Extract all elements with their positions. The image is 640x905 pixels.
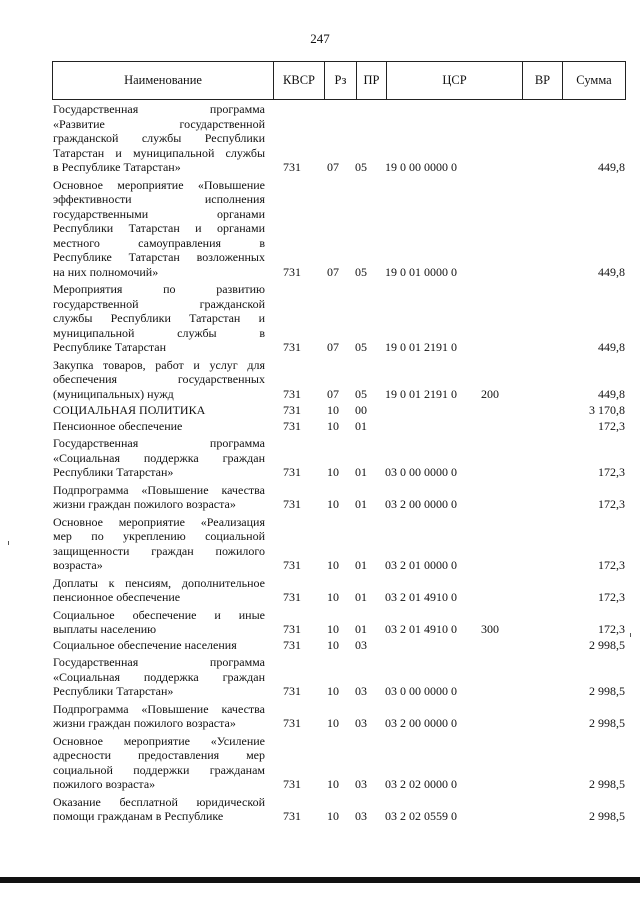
row-kvsr: 731 [283, 418, 301, 433]
row-csr: 03 0 00 0000 0 [385, 684, 457, 698]
row-name-line: Республики Татарстан» [53, 465, 174, 479]
row-name-line: муниципальной службы в [53, 325, 265, 340]
row-rz: 10 [327, 558, 339, 572]
row-kvsr: 731 [283, 264, 301, 279]
row-name-line: Республике Татарстан [53, 340, 167, 354]
row-pr: 01 [355, 622, 367, 636]
row-name-line: жизни граждан пожилого возраста» [53, 497, 236, 511]
row-pr: 03 [355, 684, 367, 698]
header-pr: ПР [356, 62, 386, 99]
row-pr: 03 [355, 716, 367, 730]
row-rz: 10 [327, 497, 339, 511]
row-name [53, 483, 265, 512]
row-name-line: Государственная программа [53, 436, 265, 450]
page-number: 247 [310, 31, 330, 46]
row-name-line: эффективности исполнения [53, 192, 265, 206]
row-name-line: пенсионное обеспечение [53, 590, 181, 604]
row-pr: 00 [355, 403, 367, 417]
row-name-line: «Социальная поддержка граждан [53, 669, 265, 684]
row-kvsr: 731 [283, 403, 301, 417]
row-kvsr: 731 [283, 465, 301, 479]
row-name-line: местного самоуправления в [53, 235, 265, 250]
row-kvsr: 731 [283, 497, 301, 511]
row-sum: 2 998,5 [589, 809, 625, 823]
row-sum: 172,3 [598, 558, 625, 572]
table-row [53, 795, 625, 824]
header-vr: ВР [522, 62, 562, 99]
row-name-line: Республике Татарстан возложенных [53, 250, 265, 264]
row-name-line: (муниципальных) нужд [53, 386, 174, 401]
row-rz: 10 [327, 465, 339, 479]
table-row [53, 102, 625, 175]
row-name-line: «Развитие государственной [53, 116, 265, 131]
table-row [53, 515, 625, 573]
row-vr: 200 [481, 386, 499, 401]
row-rz: 10 [327, 684, 339, 698]
row-name-line: адресности предоставления мер [53, 748, 265, 762]
row-csr: 03 2 01 0000 0 [385, 558, 457, 572]
row-name [53, 702, 265, 731]
table-row [53, 655, 625, 699]
scan-speck [630, 633, 631, 637]
row-sum: 3 170,8 [589, 403, 625, 417]
row-name-line: государственными органами [53, 206, 265, 221]
row-rz: 10 [327, 809, 339, 823]
row-kvsr: 731 [283, 386, 301, 401]
row-pr: 01 [355, 558, 367, 572]
row-csr: 03 2 00 0000 0 [385, 716, 457, 730]
row-name-line: Социальное обеспечение и иные [53, 607, 265, 622]
header-csr: ЦСР [386, 62, 522, 99]
row-name-line: пожилого возраста» [53, 777, 156, 791]
row-rz: 07 [327, 386, 339, 401]
row-kvsr: 731 [283, 684, 301, 698]
row-rz: 07 [327, 264, 339, 279]
row-name-line: государственной гражданской [53, 296, 265, 311]
row-pr: 01 [355, 497, 367, 511]
row-kvsr: 731 [283, 340, 301, 354]
row-rz: 10 [327, 622, 339, 636]
row-kvsr: 731 [283, 160, 301, 174]
row-name-line: Социальное обеспечение населения [53, 637, 237, 652]
row-name-line: Основное мероприятие «Реализация [53, 514, 265, 529]
row-name-line: Основное мероприятие «Усиление [53, 733, 265, 748]
row-sum: 172,3 [598, 590, 625, 604]
row-rz: 07 [327, 340, 339, 354]
row-name [53, 403, 265, 418]
row-kvsr: 731 [283, 809, 301, 823]
row-kvsr: 731 [283, 558, 301, 572]
row-rz: 10 [327, 716, 339, 730]
row-name [53, 655, 265, 699]
row-csr: 03 0 00 0000 0 [385, 465, 457, 479]
row-name-line: Татарстан и муниципальной службы [53, 145, 265, 160]
scan-bottom-bar [0, 877, 640, 883]
row-name-line: обеспечения государственных [53, 372, 265, 386]
row-vr: 300 [481, 622, 499, 636]
row-sum: 449,8 [598, 386, 625, 401]
row-sum: 449,8 [598, 160, 625, 174]
row-name-line: Оказание бесплатной юридической [53, 794, 265, 809]
row-csr: 19 0 01 2191 0 [385, 340, 457, 354]
row-kvsr: 731 [283, 590, 301, 604]
row-pr: 03 [355, 809, 367, 823]
header-rz: Рз [324, 62, 356, 99]
row-name-line: Республики Татарстан» [53, 684, 174, 698]
row-kvsr: 731 [283, 622, 301, 636]
row-name [53, 358, 265, 402]
header-name: Наименование [124, 73, 202, 87]
row-sum: 2 998,5 [589, 684, 625, 698]
row-rz: 10 [327, 637, 339, 652]
row-sum: 2 998,5 [589, 637, 625, 652]
row-pr: 01 [355, 590, 367, 604]
row-sum: 449,8 [598, 264, 625, 279]
row-kvsr: 731 [283, 637, 301, 652]
row-name-line: Подпрограмма «Повышение качества [53, 482, 265, 497]
row-pr: 05 [355, 386, 367, 401]
row-name-line: Основное мероприятие «Повышение [53, 177, 265, 192]
row-csr: 19 0 00 0000 0 [385, 160, 457, 174]
row-pr: 05 [355, 264, 367, 279]
scan-speck [8, 541, 9, 545]
row-name-line: помощи гражданам в Республике [53, 809, 224, 823]
row-rz: 10 [327, 777, 339, 791]
row-name [53, 734, 265, 792]
row-csr: 03 2 01 4910 0 [385, 590, 457, 604]
row-sum: 2 998,5 [589, 777, 625, 791]
row-name [53, 638, 265, 653]
row-rz: 10 [327, 403, 339, 417]
table-row [53, 282, 625, 355]
table-row [53, 638, 625, 653]
row-csr: 03 2 02 0559 0 [385, 809, 457, 823]
row-name [53, 102, 265, 175]
table-row [53, 178, 625, 280]
row-name-line: жизни граждан пожилого возраста» [53, 716, 236, 730]
row-name-line: Пенсионное обеспечение [53, 418, 183, 433]
row-name-line: Подпрограмма «Повышение качества [53, 701, 265, 716]
table-row [53, 483, 625, 512]
row-name-line: выплаты населению [53, 622, 157, 636]
row-name-line: защищенности граждан пожилого [53, 543, 265, 558]
row-rz: 07 [327, 160, 339, 174]
table-row [53, 702, 625, 731]
row-name-line: «Социальная поддержка граждан [53, 450, 265, 465]
row-name-line: гражданской службы Республики [53, 131, 265, 145]
row-sum: 172,3 [598, 465, 625, 479]
row-name [53, 515, 265, 573]
header-kvsr: КВСР [273, 62, 324, 99]
row-csr: 03 2 01 4910 0 [385, 622, 457, 636]
row-name [53, 436, 265, 480]
row-pr: 05 [355, 160, 367, 174]
table-row [53, 436, 625, 480]
row-pr: 05 [355, 340, 367, 354]
row-name [53, 419, 265, 434]
row-sum: 172,3 [598, 418, 625, 433]
row-pr: 03 [355, 777, 367, 791]
row-pr: 03 [355, 637, 367, 652]
row-name-line: СОЦИАЛЬНАЯ ПОЛИТИКА [53, 403, 206, 417]
row-name-line: Государственная программа [53, 102, 265, 116]
row-name-line: мер по укреплению социальной [53, 529, 265, 543]
row-sum: 2 998,5 [589, 716, 625, 730]
row-name-line: возраста» [53, 558, 103, 572]
row-csr: 03 2 00 0000 0 [385, 497, 457, 511]
row-pr: 01 [355, 418, 367, 433]
row-name-line: в Республике Татарстан» [53, 160, 181, 174]
row-name [53, 576, 265, 605]
row-name-line: на них полномочий» [53, 264, 159, 279]
row-sum: 172,3 [598, 497, 625, 511]
table-row [53, 576, 625, 605]
row-name-line: Закупка товаров, работ и услуг для [53, 357, 265, 372]
table-header [52, 61, 626, 100]
row-csr: 19 0 01 2191 0 [385, 386, 457, 401]
table-row [53, 608, 625, 637]
row-name-line: социальной поддержки гражданам [53, 762, 265, 777]
row-name-line: Доплаты к пенсиям, дополнительное [53, 575, 265, 590]
row-name [53, 178, 265, 280]
row-sum: 449,8 [598, 340, 625, 354]
row-name-line: Мероприятия по развитию [53, 282, 265, 296]
table-row [53, 419, 625, 434]
row-pr: 01 [355, 465, 367, 479]
row-name [53, 282, 265, 355]
row-name-line: Республики Татарстан и органами [53, 221, 265, 235]
header-sum: Сумма [562, 62, 625, 99]
row-name-line: Государственная программа [53, 655, 265, 669]
row-rz: 10 [327, 590, 339, 604]
row-csr: 03 2 02 0000 0 [385, 777, 457, 791]
row-kvsr: 731 [283, 777, 301, 791]
row-name [53, 795, 265, 824]
row-rz: 10 [327, 418, 339, 433]
table-row [53, 358, 625, 402]
row-sum: 172,3 [598, 622, 625, 636]
row-name-line: службы Республики Татарстан и [53, 311, 265, 325]
row-name [53, 608, 265, 637]
table-row [53, 403, 625, 418]
table-row [53, 734, 625, 792]
table-body [53, 102, 625, 824]
row-csr: 19 0 01 0000 0 [385, 264, 457, 279]
row-kvsr: 731 [283, 716, 301, 730]
